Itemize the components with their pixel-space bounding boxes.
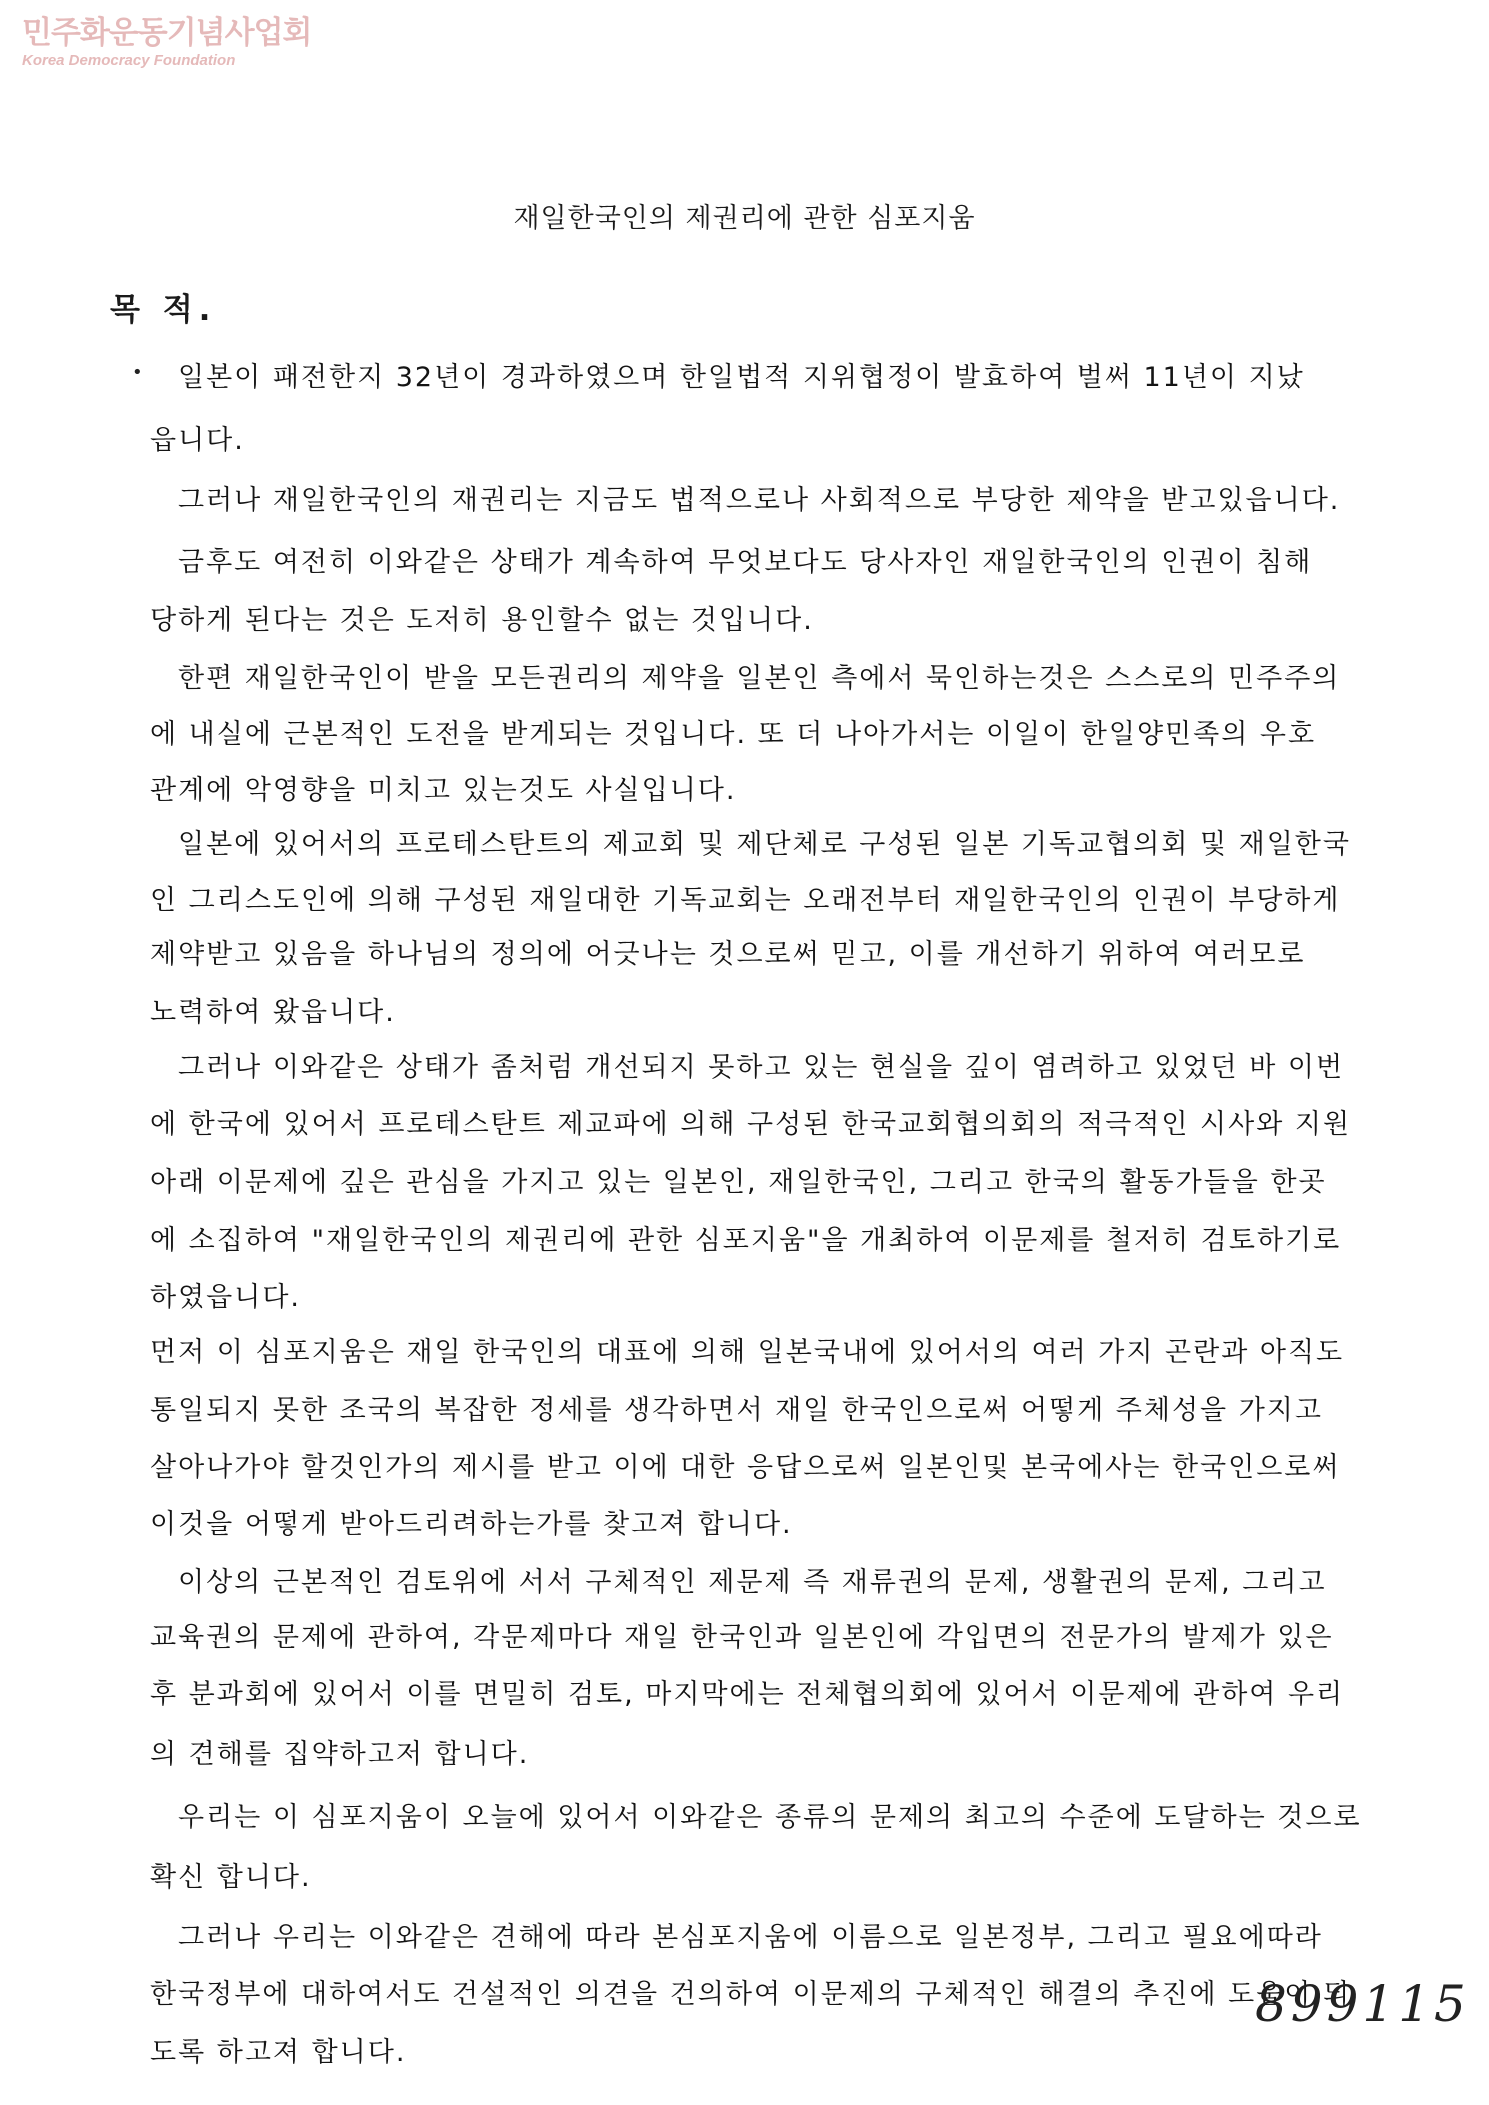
document-title: 재일한국인의 제권리에 관한 심포지움 (513, 203, 976, 234)
body-line-21: 이것을 어떻게 받아드리려하는가를 찾고져 합니다. (150, 1509, 793, 1540)
body-line-29: 한국정부에 대하여서도 건설적인 의견을 건의하여 이문제의 구체적인 해결의 추진에 도움이 되 (150, 1979, 1352, 2010)
body-line-3: 그러나 재일한국인의 재권리는 지금도 법적으로나 사회적으로 부당한 제약을 받고있읍니다. (178, 485, 1341, 516)
body-line-4: 금후도 여전히 이와같은 상태가 계속하여 무엇보다도 당사자인 재일한국인의 인권이 침해 (178, 547, 1313, 578)
body-line-15: 아래 이문제에 깊은 관심을 가지고 있는 일본인, 재일한국인, 그리고 한국의 활동가들을 한곳 (150, 1167, 1327, 1198)
body-line-26: 우리는 이 심포지움이 오늘에 있어서 이와같은 종류의 문제의 최고의 수준에 도달하는 것으로 (178, 1802, 1362, 1833)
body-line-22: 이상의 근본적인 검토위에 서서 구체적인 제문제 즉 재류권의 문제, 생활권의 문제, 그리고 (178, 1567, 1327, 1598)
body-line-28: 그러나 우리는 이와같은 견해에 따라 본심포지움에 이름으로 일본정부, 그리고 필요에따라 (178, 1922, 1323, 1953)
body-line-30: 도록 하고져 합니다. (150, 2037, 407, 2068)
body-line-17: 하였읍니다. (150, 1282, 301, 1313)
body-line-16: 에 소집하여 "재일한국인의 제권리에 관한 심포지움"을 개최하여 이문제를 철저히 검토하기로 (150, 1225, 1342, 1256)
body-line-14: 에 한국에 있어서 프로테스탄트 제교파에 의해 구성된 한국교회협의회의 적극적인 시사와 지원 (150, 1109, 1352, 1140)
watermark-korean: 민주화운동기념사업회 (22, 15, 312, 51)
body-line-18: 먼저 이 심포지움은 재일 한국인의 대표에 의해 일본국내에 있어서의 여러 가지 곤란과 아직도 (150, 1337, 1345, 1368)
body-line-27: 확신 합니다. (150, 1862, 312, 1893)
body-line-25: 의 견해를 집약하고저 합니다. (150, 1739, 530, 1770)
body-line-1: 일본이 패전한지 32년이 경과하였으며 한일법적 지위협정이 발효하여 벌써 11년이 지났 (178, 362, 1305, 393)
body-line-20: 살아나가야 할것인가의 제시를 받고 이에 대한 응답으로써 일본인및 본국에사는 한국인으로써 (150, 1452, 1341, 1483)
body-line-10: 인 그리스도인에 의해 구성된 재일대한 기독교회는 오래전부터 재일한국인의 인권이 부당하게 (150, 885, 1341, 916)
body-line-8: 관계에 악영향을 미치고 있는것도 사실입니다. (150, 775, 737, 806)
body-line-5: 당하게 된다는 것은 도저히 용인할수 없는 것입니다. (150, 605, 814, 636)
body-line-7: 에 내실에 근본적인 도전을 받게되는 것입니다. 또 더 나아가서는 이일이 한일양민족의 우호 (150, 719, 1317, 750)
body-line-13: 그러나 이와같은 상태가 좀처럼 개선되지 못하고 있는 현실을 깊이 염려하고 있었던 바 이번 (178, 1052, 1345, 1083)
body-line-19: 통일되지 못한 조국의 복잡한 정세를 생각하면서 재일 한국인으로써 어떻게 주체성을 가지고 (150, 1395, 1323, 1426)
body-line-2: 읍니다. (150, 425, 245, 456)
body-line-23: 교육권의 문제에 관하여, 각문제마다 재일 한국인과 일본인에 각입면의 전문가의 발제가 있은 (150, 1622, 1334, 1653)
body-line-9: 일본에 있어서의 프로테스탄트의 제교회 및 제단체로 구성된 일본 기독교협의회 및 재일한국 (178, 829, 1351, 860)
watermark-english: Korea Democracy Foundation (22, 52, 236, 69)
body-line-24: 후 분과회에 있어서 이를 면밀히 검토, 마지막에는 전체협의회에 있어서 이문제에 관하여 우리 (150, 1679, 1345, 1710)
archive-number-handwritten: 899115 (1255, 1975, 1470, 2033)
body-line-11: 제약받고 있음을 하나님의 정의에 어긋나는 것으로써 믿고, 이를 개선하기 위하여 여러모로 (150, 939, 1306, 970)
stray-mark: • (132, 362, 143, 383)
body-line-6: 한편 재일한국인이 받을 모든권리의 제약을 일본인 측에서 묵인하는것은 스스로의 민주주의 (178, 663, 1341, 694)
body-line-12: 노력하여 왔읍니다. (150, 997, 396, 1028)
section-heading: 목 적. (110, 292, 217, 328)
foundation-watermark (22, 15, 312, 69)
